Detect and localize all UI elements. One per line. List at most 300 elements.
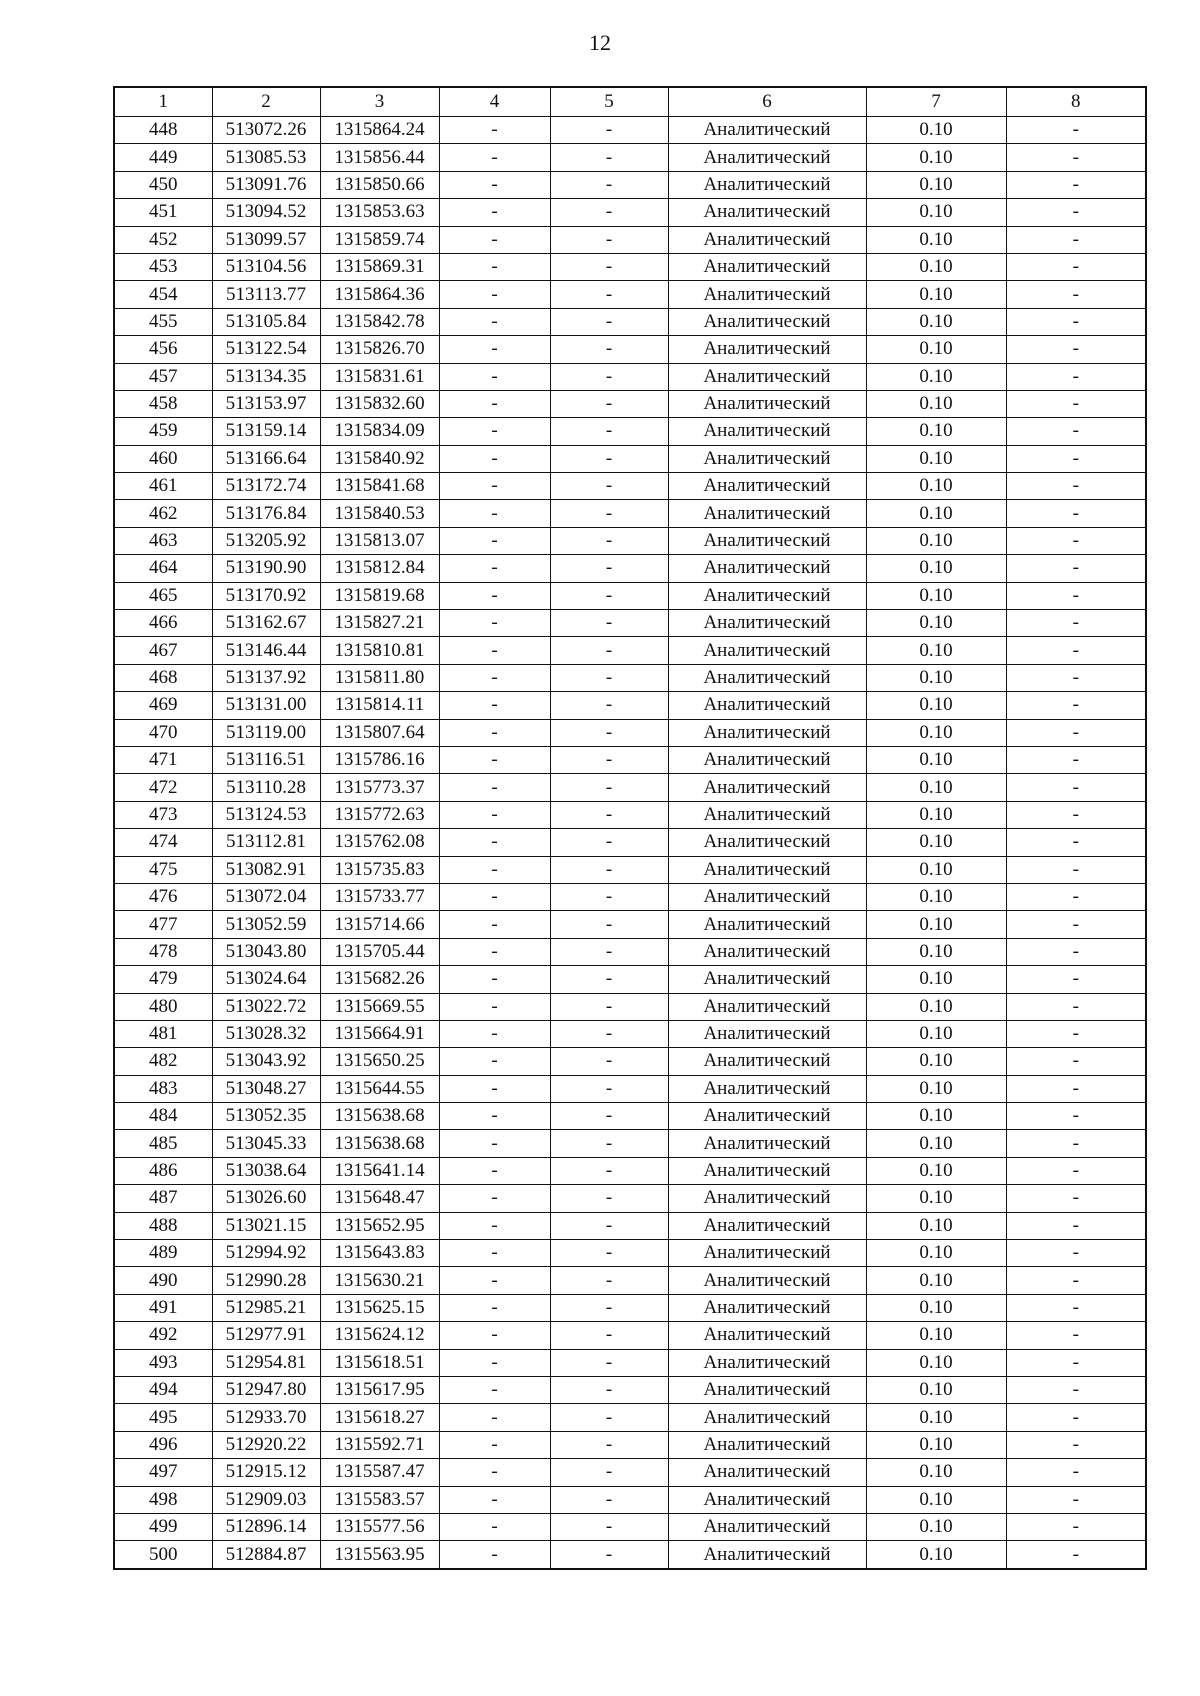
table-cell-col-6: Аналитический — [668, 1513, 866, 1540]
table-cell-col-3: 1315652.95 — [320, 1212, 439, 1239]
table-cell-col-6: Аналитический — [668, 637, 866, 664]
table-cell-col-8: - — [1006, 1349, 1146, 1376]
table-cell-col-6: Аналитический — [668, 1376, 866, 1403]
table-cell-col-2: 513085.53 — [212, 144, 320, 171]
table-cell-col-5: - — [550, 527, 668, 554]
table-cell-col-4: - — [439, 171, 550, 198]
table-cell-col-4: - — [439, 1157, 550, 1184]
table-cell-col-5: - — [550, 1075, 668, 1102]
table-cell-col-2: 513048.27 — [212, 1075, 320, 1102]
table-cell-col-6: Аналитический — [668, 1541, 866, 1569]
table-cell-col-1: 498 — [114, 1486, 212, 1513]
table-row — [114, 390, 1146, 417]
table-row — [114, 1185, 1146, 1212]
table-cell-col-5: - — [550, 390, 668, 417]
table-cell-col-1: 462 — [114, 500, 212, 527]
table-cell-col-2: 512994.92 — [212, 1240, 320, 1267]
table-cell-col-4: - — [439, 1240, 550, 1267]
table-cell-col-1: 466 — [114, 610, 212, 637]
table-row — [114, 610, 1146, 637]
table-cell-col-3: 1315869.31 — [320, 253, 439, 280]
table-cell-col-6: Аналитический — [668, 473, 866, 500]
table-cell-col-6: Аналитический — [668, 117, 866, 144]
table-cell-col-6: Аналитический — [668, 253, 866, 280]
table-cell-col-8: - — [1006, 774, 1146, 801]
table-row — [114, 363, 1146, 390]
table-row — [114, 1157, 1146, 1184]
table-cell-col-4: - — [439, 582, 550, 609]
table-cell-col-8: - — [1006, 1513, 1146, 1540]
table-cell-col-8: - — [1006, 829, 1146, 856]
table-cell-col-2: 513190.90 — [212, 555, 320, 582]
table-cell-col-1: 478 — [114, 938, 212, 965]
table-cell-col-1: 491 — [114, 1294, 212, 1321]
table-cell-col-7: 0.10 — [866, 1240, 1006, 1267]
table-cell-col-1: 487 — [114, 1185, 212, 1212]
table-cell-col-1: 454 — [114, 281, 212, 308]
table-cell-col-3: 1315864.24 — [320, 117, 439, 144]
table-cell-col-3: 1315864.36 — [320, 281, 439, 308]
table-row — [114, 664, 1146, 691]
table-cell-col-7: 0.10 — [866, 1212, 1006, 1239]
table-cell-col-4: - — [439, 418, 550, 445]
table-cell-col-1: 460 — [114, 445, 212, 472]
table-cell-col-4: - — [439, 336, 550, 363]
table-row — [114, 555, 1146, 582]
table-cell-col-7: 0.10 — [866, 774, 1006, 801]
table-cell-col-4: - — [439, 500, 550, 527]
table-cell-col-4: - — [439, 966, 550, 993]
table-cell-col-8: - — [1006, 445, 1146, 472]
table-cell-col-1: 451 — [114, 199, 212, 226]
table-cell-col-2: 513124.53 — [212, 801, 320, 828]
table-cell-col-7: 0.10 — [866, 1513, 1006, 1540]
table-cell-col-6: Аналитический — [668, 856, 866, 883]
table-cell-col-8: - — [1006, 1459, 1146, 1486]
table-cell-col-3: 1315587.47 — [320, 1459, 439, 1486]
column-header-4: 4 — [439, 87, 550, 117]
table-cell-col-6: Аналитический — [668, 1130, 866, 1157]
table-cell-col-2: 513176.84 — [212, 500, 320, 527]
table-cell-col-5: - — [550, 1130, 668, 1157]
table-cell-col-7: 0.10 — [866, 199, 1006, 226]
table-cell-col-3: 1315773.37 — [320, 774, 439, 801]
table-cell-col-5: - — [550, 911, 668, 938]
table-cell-col-2: 513043.80 — [212, 938, 320, 965]
table-cell-col-1: 456 — [114, 336, 212, 363]
table-cell-col-3: 1315682.26 — [320, 966, 439, 993]
table-row — [114, 1349, 1146, 1376]
table-row — [114, 500, 1146, 527]
table-row — [114, 1075, 1146, 1102]
table-cell-col-6: Аналитический — [668, 1212, 866, 1239]
table-cell-col-7: 0.10 — [866, 500, 1006, 527]
table-cell-col-7: 0.10 — [866, 555, 1006, 582]
table-cell-col-8: - — [1006, 336, 1146, 363]
table-cell-col-7: 0.10 — [866, 445, 1006, 472]
table-cell-col-8: - — [1006, 555, 1146, 582]
table-cell-col-3: 1315644.55 — [320, 1075, 439, 1102]
table-cell-col-8: - — [1006, 1376, 1146, 1403]
table-cell-col-1: 484 — [114, 1103, 212, 1130]
table-cell-col-8: - — [1006, 473, 1146, 500]
table-cell-col-6: Аналитический — [668, 774, 866, 801]
table-cell-col-5: - — [550, 281, 668, 308]
table-cell-col-6: Аналитический — [668, 1486, 866, 1513]
table-cell-col-8: - — [1006, 610, 1146, 637]
table-cell-col-8: - — [1006, 856, 1146, 883]
table-cell-col-1: 472 — [114, 774, 212, 801]
table-row — [114, 226, 1146, 253]
table-cell-col-1: 476 — [114, 883, 212, 910]
table-cell-col-3: 1315624.12 — [320, 1322, 439, 1349]
table-cell-col-7: 0.10 — [866, 1103, 1006, 1130]
table-cell-col-1: 497 — [114, 1459, 212, 1486]
table-cell-col-4: - — [439, 226, 550, 253]
table-cell-col-3: 1315762.08 — [320, 829, 439, 856]
table-cell-col-5: - — [550, 445, 668, 472]
table-cell-col-4: - — [439, 281, 550, 308]
table-cell-col-4: - — [439, 117, 550, 144]
table-cell-col-5: - — [550, 1404, 668, 1431]
table-cell-col-6: Аналитический — [668, 1075, 866, 1102]
table-cell-col-5: - — [550, 993, 668, 1020]
table-cell-col-8: - — [1006, 582, 1146, 609]
table-cell-col-8: - — [1006, 1294, 1146, 1321]
table-cell-col-8: - — [1006, 1322, 1146, 1349]
table-cell-col-6: Аналитический — [668, 610, 866, 637]
table-cell-col-3: 1315563.95 — [320, 1541, 439, 1569]
column-header-5: 5 — [550, 87, 668, 117]
table-row — [114, 1294, 1146, 1321]
table-cell-col-5: - — [550, 171, 668, 198]
table-cell-col-5: - — [550, 144, 668, 171]
table-cell-col-7: 0.10 — [866, 281, 1006, 308]
table-cell-col-2: 513026.60 — [212, 1185, 320, 1212]
table-cell-col-3: 1315819.68 — [320, 582, 439, 609]
table-cell-col-4: - — [439, 1185, 550, 1212]
table-cell-col-5: - — [550, 199, 668, 226]
table-cell-col-1: 448 — [114, 117, 212, 144]
table-cell-col-4: - — [439, 1322, 550, 1349]
table-cell-col-5: - — [550, 253, 668, 280]
table-cell-col-5: - — [550, 1185, 668, 1212]
table-cell-col-5: - — [550, 746, 668, 773]
table-cell-col-6: Аналитический — [668, 199, 866, 226]
column-header-2: 2 — [212, 87, 320, 117]
table-cell-col-5: - — [550, 117, 668, 144]
table-cell-col-6: Аналитический — [668, 829, 866, 856]
table-cell-col-1: 459 — [114, 418, 212, 445]
table-cell-col-4: - — [439, 746, 550, 773]
table-cell-col-7: 0.10 — [866, 1185, 1006, 1212]
table-cell-col-8: - — [1006, 1212, 1146, 1239]
table-cell-col-4: - — [439, 1212, 550, 1239]
table-cell-col-1: 490 — [114, 1267, 212, 1294]
table-cell-col-8: - — [1006, 746, 1146, 773]
table-cell-col-8: - — [1006, 1267, 1146, 1294]
table-cell-col-1: 461 — [114, 473, 212, 500]
table-cell-col-2: 513094.52 — [212, 199, 320, 226]
table-row — [114, 746, 1146, 773]
column-header-6: 6 — [668, 87, 866, 117]
table-cell-col-5: - — [550, 1240, 668, 1267]
table-cell-col-4: - — [439, 911, 550, 938]
table-cell-col-6: Аналитический — [668, 1404, 866, 1431]
table-cell-col-5: - — [550, 966, 668, 993]
table-cell-col-6: Аналитический — [668, 938, 866, 965]
table-cell-col-7: 0.10 — [866, 1130, 1006, 1157]
table-row — [114, 1322, 1146, 1349]
table-cell-col-8: - — [1006, 1404, 1146, 1431]
table-row — [114, 1240, 1146, 1267]
table-cell-col-6: Аналитический — [668, 1157, 866, 1184]
table-cell-col-7: 0.10 — [866, 171, 1006, 198]
table-cell-col-4: - — [439, 144, 550, 171]
table-cell-col-4: - — [439, 308, 550, 335]
table-cell-col-3: 1315772.63 — [320, 801, 439, 828]
table-cell-col-8: - — [1006, 993, 1146, 1020]
table-cell-col-8: - — [1006, 418, 1146, 445]
table-cell-col-7: 0.10 — [866, 144, 1006, 171]
table-cell-col-7: 0.10 — [866, 856, 1006, 883]
table-cell-col-3: 1315714.66 — [320, 911, 439, 938]
table-cell-col-1: 492 — [114, 1322, 212, 1349]
table-cell-col-3: 1315618.51 — [320, 1349, 439, 1376]
table-cell-col-3: 1315643.83 — [320, 1240, 439, 1267]
table-cell-col-1: 449 — [114, 144, 212, 171]
table-cell-col-6: Аналитический — [668, 527, 866, 554]
table-cell-col-2: 513112.81 — [212, 829, 320, 856]
table-cell-col-8: - — [1006, 1240, 1146, 1267]
table-cell-col-7: 0.10 — [866, 1486, 1006, 1513]
table-cell-col-8: - — [1006, 1431, 1146, 1458]
table-cell-col-6: Аналитический — [668, 1020, 866, 1047]
table-cell-col-4: - — [439, 1459, 550, 1486]
table-cell-col-6: Аналитический — [668, 719, 866, 746]
table-cell-col-5: - — [550, 637, 668, 664]
table-cell-col-7: 0.10 — [866, 966, 1006, 993]
table-cell-col-5: - — [550, 883, 668, 910]
table-cell-col-2: 512933.70 — [212, 1404, 320, 1431]
table-cell-col-1: 468 — [114, 664, 212, 691]
table-cell-col-4: - — [439, 1513, 550, 1540]
table-cell-col-1: 453 — [114, 253, 212, 280]
table-cell-col-8: - — [1006, 1048, 1146, 1075]
table-cell-col-6: Аналитический — [668, 993, 866, 1020]
table-cell-col-4: - — [439, 1294, 550, 1321]
table-cell-col-3: 1315638.68 — [320, 1130, 439, 1157]
table-cell-col-2: 513022.72 — [212, 993, 320, 1020]
table-cell-col-3: 1315834.09 — [320, 418, 439, 445]
table-cell-col-3: 1315812.84 — [320, 555, 439, 582]
table-cell-col-4: - — [439, 801, 550, 828]
table-row — [114, 856, 1146, 883]
table-cell-col-2: 513119.00 — [212, 719, 320, 746]
table-cell-col-2: 512920.22 — [212, 1431, 320, 1458]
table-cell-col-1: 471 — [114, 746, 212, 773]
table-cell-col-3: 1315807.64 — [320, 719, 439, 746]
table-cell-col-2: 513162.67 — [212, 610, 320, 637]
table-cell-col-2: 513170.92 — [212, 582, 320, 609]
table-cell-col-1: 499 — [114, 1513, 212, 1540]
table-cell-col-5: - — [550, 829, 668, 856]
table-cell-col-7: 0.10 — [866, 1020, 1006, 1047]
table-row — [114, 253, 1146, 280]
table-cell-col-2: 512947.80 — [212, 1376, 320, 1403]
table-cell-col-6: Аналитический — [668, 1349, 866, 1376]
table-row — [114, 719, 1146, 746]
table-cell-col-4: - — [439, 993, 550, 1020]
table-cell-col-3: 1315583.57 — [320, 1486, 439, 1513]
table-cell-col-6: Аналитический — [668, 1240, 866, 1267]
table-cell-col-1: 496 — [114, 1431, 212, 1458]
column-header-7: 7 — [866, 87, 1006, 117]
table-cell-col-2: 513104.56 — [212, 253, 320, 280]
table-cell-col-6: Аналитический — [668, 746, 866, 773]
table-cell-col-3: 1315733.77 — [320, 883, 439, 910]
table-cell-col-3: 1315786.16 — [320, 746, 439, 773]
table-cell-col-6: Аналитический — [668, 1322, 866, 1349]
table-row — [114, 445, 1146, 472]
table-cell-col-1: 485 — [114, 1130, 212, 1157]
table-cell-col-5: - — [550, 1103, 668, 1130]
table-cell-col-7: 0.10 — [866, 610, 1006, 637]
table-cell-col-2: 513028.32 — [212, 1020, 320, 1047]
table-cell-col-4: - — [439, 253, 550, 280]
table-cell-col-5: - — [550, 856, 668, 883]
table-cell-col-4: - — [439, 883, 550, 910]
table-cell-col-2: 513052.35 — [212, 1103, 320, 1130]
table-cell-col-8: - — [1006, 390, 1146, 417]
table-cell-col-6: Аналитический — [668, 1267, 866, 1294]
table-cell-col-3: 1315859.74 — [320, 226, 439, 253]
table-cell-col-2: 512915.12 — [212, 1459, 320, 1486]
table-cell-col-7: 0.10 — [866, 1459, 1006, 1486]
table-row — [114, 993, 1146, 1020]
table-cell-col-3: 1315853.63 — [320, 199, 439, 226]
table-cell-col-8: - — [1006, 253, 1146, 280]
table-cell-col-5: - — [550, 1541, 668, 1569]
table-cell-col-2: 513116.51 — [212, 746, 320, 773]
table-cell-col-8: - — [1006, 1020, 1146, 1047]
table-cell-col-7: 0.10 — [866, 1349, 1006, 1376]
table-row — [114, 582, 1146, 609]
table-cell-col-8: - — [1006, 801, 1146, 828]
table-cell-col-2: 513091.76 — [212, 171, 320, 198]
table-cell-col-3: 1315826.70 — [320, 336, 439, 363]
table-row — [114, 1541, 1146, 1569]
table-cell-col-5: - — [550, 226, 668, 253]
table-cell-col-3: 1315814.11 — [320, 692, 439, 719]
table-cell-col-5: - — [550, 1486, 668, 1513]
table-row — [114, 883, 1146, 910]
table-cell-col-2: 513159.14 — [212, 418, 320, 445]
table-cell-col-5: - — [550, 774, 668, 801]
table-cell-col-1: 500 — [114, 1541, 212, 1569]
table-cell-col-7: 0.10 — [866, 1431, 1006, 1458]
table-cell-col-7: 0.10 — [866, 746, 1006, 773]
table-cell-col-1: 489 — [114, 1240, 212, 1267]
table-cell-col-7: 0.10 — [866, 664, 1006, 691]
table-cell-col-4: - — [439, 1103, 550, 1130]
table-cell-col-3: 1315856.44 — [320, 144, 439, 171]
table-cell-col-3: 1315827.21 — [320, 610, 439, 637]
table-row — [114, 911, 1146, 938]
table-cell-col-5: - — [550, 336, 668, 363]
table-cell-col-1: 481 — [114, 1020, 212, 1047]
table-cell-col-5: - — [550, 1020, 668, 1047]
table-cell-col-2: 512954.81 — [212, 1349, 320, 1376]
table-cell-col-4: - — [439, 1267, 550, 1294]
table-cell-col-2: 513099.57 — [212, 226, 320, 253]
table-cell-col-7: 0.10 — [866, 719, 1006, 746]
table-cell-col-7: 0.10 — [866, 1376, 1006, 1403]
table-cell-col-8: - — [1006, 1075, 1146, 1102]
table-cell-col-6: Аналитический — [668, 1431, 866, 1458]
table-cell-col-8: - — [1006, 308, 1146, 335]
table-row — [114, 829, 1146, 856]
table-row — [114, 199, 1146, 226]
table-cell-col-3: 1315625.15 — [320, 1294, 439, 1321]
table-cell-col-3: 1315850.66 — [320, 171, 439, 198]
table-cell-col-6: Аналитический — [668, 582, 866, 609]
table-cell-col-8: - — [1006, 144, 1146, 171]
table-cell-col-1: 465 — [114, 582, 212, 609]
table-cell-col-8: - — [1006, 171, 1146, 198]
table-cell-col-3: 1315617.95 — [320, 1376, 439, 1403]
table-cell-col-5: - — [550, 1322, 668, 1349]
table-cell-col-8: - — [1006, 1130, 1146, 1157]
table-cell-col-5: - — [550, 1267, 668, 1294]
table-cell-col-6: Аналитический — [668, 144, 866, 171]
table-cell-col-5: - — [550, 1376, 668, 1403]
table-cell-col-3: 1315705.44 — [320, 938, 439, 965]
table-cell-col-2: 513172.74 — [212, 473, 320, 500]
table-cell-col-5: - — [550, 1212, 668, 1239]
table-cell-col-7: 0.10 — [866, 1294, 1006, 1321]
table-cell-col-5: - — [550, 500, 668, 527]
table-cell-col-5: - — [550, 1349, 668, 1376]
table-cell-col-4: - — [439, 1020, 550, 1047]
table-cell-col-2: 513113.77 — [212, 281, 320, 308]
table-cell-col-4: - — [439, 445, 550, 472]
table-cell-col-8: - — [1006, 938, 1146, 965]
table-cell-col-2: 513153.97 — [212, 390, 320, 417]
table-cell-col-3: 1315641.14 — [320, 1157, 439, 1184]
table-row — [114, 144, 1146, 171]
table-cell-col-8: - — [1006, 637, 1146, 664]
table-cell-col-1: 493 — [114, 1349, 212, 1376]
table-cell-col-6: Аналитический — [668, 445, 866, 472]
table-cell-col-2: 513137.92 — [212, 664, 320, 691]
table-cell-col-1: 467 — [114, 637, 212, 664]
table-row — [114, 1513, 1146, 1540]
table-cell-col-8: - — [1006, 363, 1146, 390]
table-cell-col-4: - — [439, 1349, 550, 1376]
table-cell-col-6: Аналитический — [668, 664, 866, 691]
table-cell-col-3: 1315832.60 — [320, 390, 439, 417]
table-cell-col-8: - — [1006, 1486, 1146, 1513]
table-cell-col-5: - — [550, 308, 668, 335]
table-cell-col-2: 513134.35 — [212, 363, 320, 390]
table-cell-col-4: - — [439, 363, 550, 390]
table-cell-col-6: Аналитический — [668, 363, 866, 390]
table-cell-col-5: - — [550, 938, 668, 965]
column-header-8: 8 — [1006, 87, 1146, 117]
table-row — [114, 281, 1146, 308]
table-cell-col-2: 513122.54 — [212, 336, 320, 363]
